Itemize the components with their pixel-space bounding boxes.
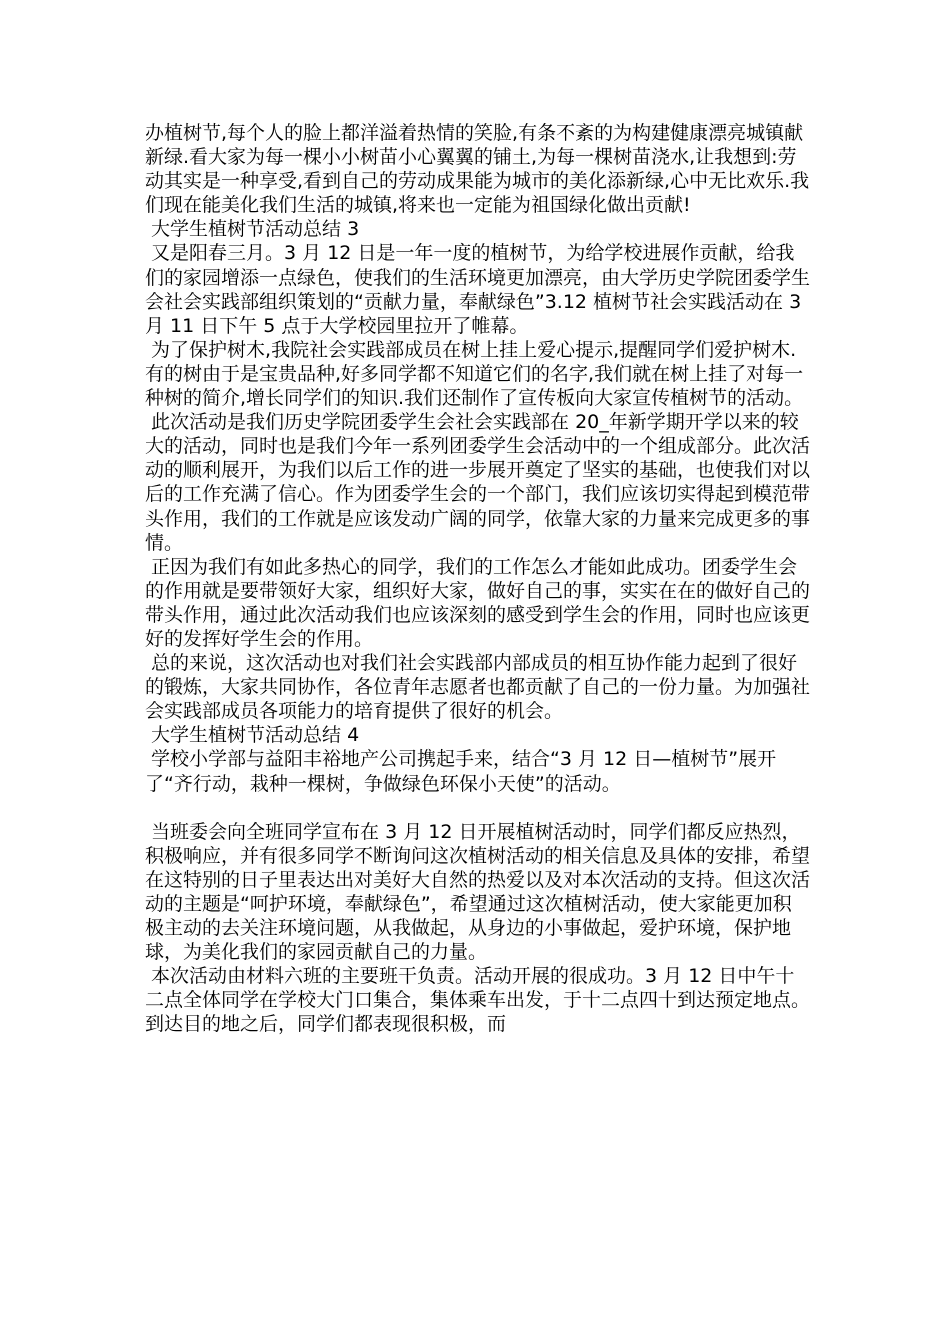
body-paragraph: 本次活动由材料六班的主要班干负责。活动开展的很成功。3 月 12 日中午十二点全体同学在学校大门口集合，集体乘车出发，于十二点四十到达预定地点。到达目的地之后，同学们都表现很积极，而 — [145, 965, 811, 1036]
body-paragraph: 正因为我们有如此多热心的同学，我们的工作怎么才能如此成功。团委学生会的作用就是要带领好大家，组织好大家，做好自己的事，实实在在的做好自己的带头作用，通过此次活动我们也应该深刻的感受到学生会的作用，同时也应该更好的发挥好学生会的作用。 — [145, 555, 811, 650]
body-paragraph: 此次活动是我们历史学院团委学生会社会实践部在 20_年新学期开学以来的较大的活动，同时也是我们今年一系列团委学生会活动中的一个组成部分。此次活动的顺利展开，为我们以后工作的进一步展开奠定了坚实的基础，也使我们对以后的工作充满了信心。作为团委学生会的一个部门，我们应该切实得起到模范带头作用，我们的工作就是应该发动广阔的同学，依靠大家的力量来完成更多的事情。 — [145, 411, 811, 554]
blank-line — [145, 796, 810, 820]
body-paragraph: 学校小学部与益阳丰裕地产公司携起手来，结合“3 月 12 日—植树节”展开了“齐行动，栽种一棵树，争做绿色环保小天使”的活动。 — [145, 748, 777, 795]
body-paragraph: 为了保护树木,我院社会实践部成员在树上挂上爱心提示,提醒同学们爱护树木.有的树由于是宝贵品种,好多同学都不知道它们的名字,我们就在树上挂了对每一种树的简介,增长同学们的知识.我们还制作了宣传板向大家宣传植树节的活动。 — [145, 338, 804, 410]
body-paragraph: 办植树节,每个人的脸上都洋溢着热情的笑脸,有条不紊的为构建健康漂亮城镇献新绿.看大家为每一棵小小树苗小心翼翼的铺土,为每一棵树苗浇水,让我想到:劳动其实是一种享受,看到自己的劳动成果能为城市的美化添新绿,心中无比欢乐.我们现在能美化我们生活的城镇,将来也一定能为祖国绿化做出贡献! — [145, 122, 810, 217]
section-heading: 大学生植树节活动总结 3 — [145, 218, 360, 241]
document-body — [145, 121, 810, 1037]
body-paragraph: 总的来说，这次活动也对我们社会实践部内部成员的相互协作能力起到了很好的锻炼，大家共同协作，各位青年志愿者也都贡献了自己的一份力量。为加强社会实践部成员各项能力的培育提供了很好的机会。 — [145, 652, 811, 723]
body-paragraph: 当班委会向全班同学宣布在 3 月 12 日开展植树活动时，同学们都反应热烈，积极响应，并有很多同学不断询问这次植树活动的相关信息及具体的安排，希望在这特别的日子里表达出对美好大自然的热爱以及对本次活动的支持。但这次活动的主题是“呵护环境，奉献绿色”，希望通过这次植树活动，使大家能更加积极主动的去关注环境问题，从我做起，从身边的小事做起，爱护环境，保护地球，为美化我们的家园贡献自己的力量。 — [145, 820, 811, 964]
body-paragraph: 又是阳春三月。3 月 12 日是一年一度的植树节，为给学校进展作贡献，给我们的家园增添一点绿色，使我们的生活环境更加漂亮，由大学历史学院团委学生会社会实践部组织策划的“贡献力量，奉献绿色”3.12 植树节社会实践活动在 3 月 11 日下午 5 点于大学校园里拉开了帷幕。 — [145, 242, 811, 337]
section-heading: 大学生植树节活动总结 4 — [145, 724, 360, 747]
